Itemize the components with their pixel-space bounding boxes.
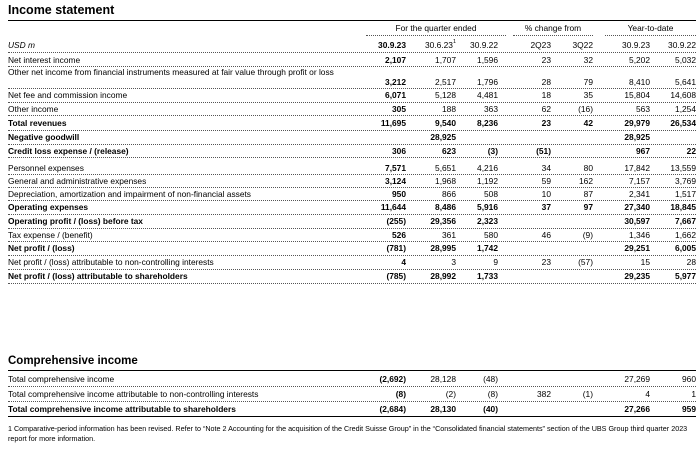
- income-value-col7: 28: [686, 257, 696, 267]
- income-value-col6: 8,410: [629, 77, 650, 87]
- income-row: [8, 53, 696, 66]
- header-change-group: % change from: [524, 23, 582, 33]
- income-value-col7: 22: [686, 145, 696, 156]
- income-value-col7: 18,845: [670, 202, 696, 212]
- income-value-col3: 580: [484, 229, 498, 240]
- col-header-5: 3Q22: [572, 40, 593, 50]
- income-label: Net profit / (loss) attributable to shareholders: [8, 271, 188, 281]
- comprehensive-value-col7: 960: [682, 373, 696, 384]
- page-title: Income statement: [8, 3, 115, 17]
- col-header-3: 30.9.22: [470, 40, 498, 50]
- income-row: [8, 269, 696, 283]
- income-value-col6: 27,340: [624, 202, 650, 212]
- comprehensive-label: Total comprehensive income: [8, 373, 115, 384]
- income-value-col7: 3,769: [675, 175, 696, 186]
- income-value-col2: 9,540: [435, 117, 456, 128]
- income-value-col1: 7,571: [385, 162, 406, 173]
- comprehensive-value-col6: 27,266: [624, 403, 650, 414]
- income-value-col1: 950: [392, 188, 406, 199]
- title-rule: [8, 20, 696, 21]
- comprehensive-value-col6: 4: [645, 388, 650, 399]
- comprehensive-value-col3: (40): [483, 403, 498, 414]
- income-value-col3: 1,596: [477, 54, 498, 65]
- income-value-col5: 162: [579, 175, 593, 186]
- income-row: [8, 115, 696, 130]
- income-value-col5: (9): [582, 229, 593, 240]
- income-row: [8, 88, 696, 102]
- income-label: Net profit / (loss) attributable to non-controlling interests: [8, 257, 214, 267]
- income-value-col1: 306: [392, 145, 406, 156]
- comprehensive-value-col4: 382: [537, 388, 551, 399]
- income-row: [8, 228, 696, 241]
- income-value-col1: 305: [392, 103, 406, 114]
- col-header-6: 30.9.23: [622, 40, 650, 50]
- comprehensive-row: [8, 401, 696, 416]
- comprehensive-label: Total comprehensive income attributable to shareholders: [8, 403, 236, 414]
- income-value-col6: 28,925: [624, 132, 650, 142]
- income-value-col3: 9: [493, 257, 498, 267]
- income-row: [8, 200, 696, 214]
- income-value-col6: 15,804: [624, 90, 650, 100]
- income-value-col6: 7,157: [629, 175, 650, 186]
- income-value-col3: 4,216: [477, 162, 498, 173]
- income-value-col6: 5,202: [629, 54, 650, 65]
- income-value-col1: 11,644: [380, 202, 406, 212]
- income-row: [8, 255, 696, 269]
- income-label: Total revenues: [8, 117, 67, 128]
- income-value-col3: 1,733: [477, 271, 498, 281]
- comprehensive-row: [8, 386, 696, 401]
- income-label: Credit loss expense / (release): [8, 145, 129, 156]
- income-value-col5: 42: [583, 117, 593, 128]
- income-value-col4: 10: [541, 188, 551, 199]
- comprehensive-title: Comprehensive income: [8, 355, 138, 367]
- comprehensive-value-col2: (2): [445, 388, 456, 399]
- header-ytd-group: Year-to-date: [627, 23, 674, 33]
- income-label: General and administrative expenses: [8, 175, 147, 186]
- income-row: [8, 130, 696, 144]
- comprehensive-label: Total comprehensive income attributable to non-controlling interests: [8, 388, 259, 399]
- income-value-col3: 1,192: [477, 175, 498, 186]
- income-value-col1: 526: [392, 229, 406, 240]
- income-label: Depreciation, amortization and impairment of non-financial assets: [8, 188, 251, 199]
- income-value-col7: 13,559: [670, 162, 696, 173]
- income-value-col2: 29,356: [430, 216, 456, 226]
- income-value-col5: 79: [583, 77, 593, 87]
- income-value-col2: 5,128: [435, 90, 456, 100]
- income-value-col2: 28,992: [430, 271, 456, 281]
- income-value-col1: 4: [401, 257, 406, 267]
- income-value-col4: 18: [541, 90, 551, 100]
- income-value-col6: 30,597: [624, 216, 650, 226]
- col-header-4: 2Q23: [530, 40, 551, 50]
- income-value-col2: 28,925: [430, 132, 456, 142]
- header-ytd-rule: [605, 35, 696, 36]
- income-value-col5: 97: [583, 202, 593, 212]
- income-label: Net fee and commission income: [8, 90, 128, 100]
- income-row: [8, 66, 696, 88]
- comprehensive-value-col2: 28,130: [430, 403, 456, 414]
- income-value-col6: 29,979: [624, 117, 650, 128]
- income-value-col5: (57): [578, 257, 593, 267]
- income-value-col7: 1,254: [675, 103, 696, 114]
- comprehensive-value-col3: (8): [487, 388, 498, 399]
- income-value-col2: 866: [442, 188, 456, 199]
- comprehensive-value-col7: 959: [682, 403, 696, 414]
- comprehensive-value-col2: 28,128: [430, 373, 456, 384]
- income-row: [8, 144, 696, 157]
- income-value-col4: 23: [541, 257, 551, 267]
- income-value-col3: 1,742: [477, 243, 498, 253]
- income-value-col1: 6,071: [385, 90, 406, 100]
- income-value-col7: 6,005: [675, 243, 696, 253]
- income-label: Personnel expenses: [8, 162, 84, 173]
- header-quarter-rule: [366, 35, 506, 36]
- income-label: Other income: [8, 103, 59, 114]
- income-rule: [8, 157, 696, 158]
- income-value-col6: 563: [636, 103, 650, 114]
- income-value-col3: 4,481: [477, 90, 498, 100]
- income-label: Net profit / (loss): [8, 243, 75, 253]
- income-value-col3: 5,916: [477, 202, 498, 212]
- income-value-col3: 363: [484, 103, 498, 114]
- income-value-col2: 1,968: [435, 175, 456, 186]
- income-label: Negative goodwill: [8, 132, 80, 142]
- unit-label: USD m: [8, 40, 35, 50]
- income-row: [8, 187, 696, 200]
- income-value-col1: 3,212: [385, 77, 406, 87]
- income-row: [8, 161, 696, 174]
- table-bottom-rule: [8, 416, 696, 417]
- income-value-col6: 15: [640, 257, 650, 267]
- header-quarter-group: For the quarter ended: [395, 23, 477, 33]
- income-value-col6: 2,341: [629, 188, 650, 199]
- income-value-col7: 1,517: [675, 188, 696, 199]
- income-label: Tax expense / (benefit): [8, 229, 93, 240]
- income-value-col2: 188: [442, 103, 456, 114]
- income-value-col2: 361: [442, 229, 456, 240]
- comprehensive-value-col3: (48): [483, 373, 498, 384]
- income-value-col4: 28: [541, 77, 551, 87]
- income-value-col2: 2,517: [435, 77, 456, 87]
- col-header-1: 30.9.23: [378, 40, 406, 50]
- income-value-col4: 23: [541, 117, 551, 128]
- footnote: 1 Comparative-period information has been revised. Refer to “Note 2 Accounting for the acquisition of the Credit Suisse Group” in the “Consolidated financial statements” section of the UBS Group third quarter 2023 report for more information.: [8, 424, 688, 443]
- col-header-7: 30.9.22: [668, 40, 696, 50]
- comprehensive-row: [8, 371, 696, 386]
- income-label: Net interest income: [8, 54, 81, 65]
- income-value-col7: 5,977: [675, 271, 696, 281]
- income-value-col3: 508: [484, 188, 498, 199]
- income-value-col7: 7,667: [675, 216, 696, 226]
- comprehensive-value-col6: 27,269: [624, 373, 650, 384]
- income-value-col1: (785): [386, 271, 406, 281]
- income-value-col4: (51): [536, 145, 551, 156]
- income-value-col7: 1,662: [675, 229, 696, 240]
- income-value-col4: 34: [541, 162, 551, 173]
- income-value-col7: 5,032: [675, 54, 696, 65]
- income-value-col4: 23: [541, 54, 551, 65]
- income-value-col1: 3,124: [385, 175, 406, 186]
- income-value-col1: 2,107: [385, 54, 406, 65]
- income-value-col7: 14,608: [670, 90, 696, 100]
- income-row: [8, 102, 696, 115]
- comprehensive-value-col1: (8): [395, 388, 406, 399]
- income-value-col3: 1,796: [477, 77, 498, 87]
- income-value-col1: (255): [386, 216, 406, 226]
- income-value-col5: 35: [583, 90, 593, 100]
- income-value-col6: 1,346: [629, 229, 650, 240]
- income-row: [8, 214, 696, 228]
- income-value-col3: (3): [487, 145, 498, 156]
- income-label: Operating expenses: [8, 202, 89, 212]
- income-value-col4: 59: [541, 175, 551, 186]
- income-value-col2: 1,707: [435, 54, 456, 65]
- comprehensive-value-col7: 1: [691, 388, 696, 399]
- income-value-col2: 28,995: [430, 243, 456, 253]
- income-value-col2: 623: [442, 145, 456, 156]
- comprehensive-value-col1: (2,684): [379, 403, 406, 414]
- income-label: Operating profit / (loss) before tax: [8, 216, 143, 226]
- income-value-col3: 8,236: [477, 117, 498, 128]
- income-value-col5: 32: [583, 54, 593, 65]
- income-value-col7: 5,641: [675, 77, 696, 87]
- income-value-col3: 2,323: [477, 216, 498, 226]
- income-value-col1: (781): [386, 243, 406, 253]
- income-rule: [8, 283, 696, 284]
- income-value-col1: 11,695: [380, 117, 406, 128]
- income-value-col6: 29,251: [624, 243, 650, 253]
- comprehensive-value-col1: (2,692): [379, 373, 406, 384]
- income-value-col6: 17,842: [624, 162, 650, 173]
- income-value-col7: 26,534: [670, 117, 696, 128]
- income-value-col2: 3: [451, 257, 456, 267]
- col-header-2: 30.6.23$^1$: [424, 39, 456, 50]
- income-value-col2: 8,486: [435, 202, 456, 212]
- income-value-col4: 62: [541, 103, 551, 114]
- income-value-col6: 29,235: [624, 271, 650, 281]
- header-change-rule: [513, 35, 593, 36]
- income-value-col6: 967: [636, 145, 650, 156]
- income-value-col5: 80: [583, 162, 593, 173]
- income-row: [8, 241, 696, 255]
- income-value-col5: 87: [583, 188, 593, 199]
- income-value-col5: (16): [578, 103, 593, 114]
- income-row: [8, 174, 696, 187]
- income-label: Other net income from financial instruments measured at fair value through profit or loss: [8, 67, 334, 77]
- income-value-col2: 5,651: [435, 162, 456, 173]
- income-value-col4: 37: [541, 202, 551, 212]
- comprehensive-value-col5: (1): [582, 388, 593, 399]
- income-value-col4: 46: [541, 229, 551, 240]
